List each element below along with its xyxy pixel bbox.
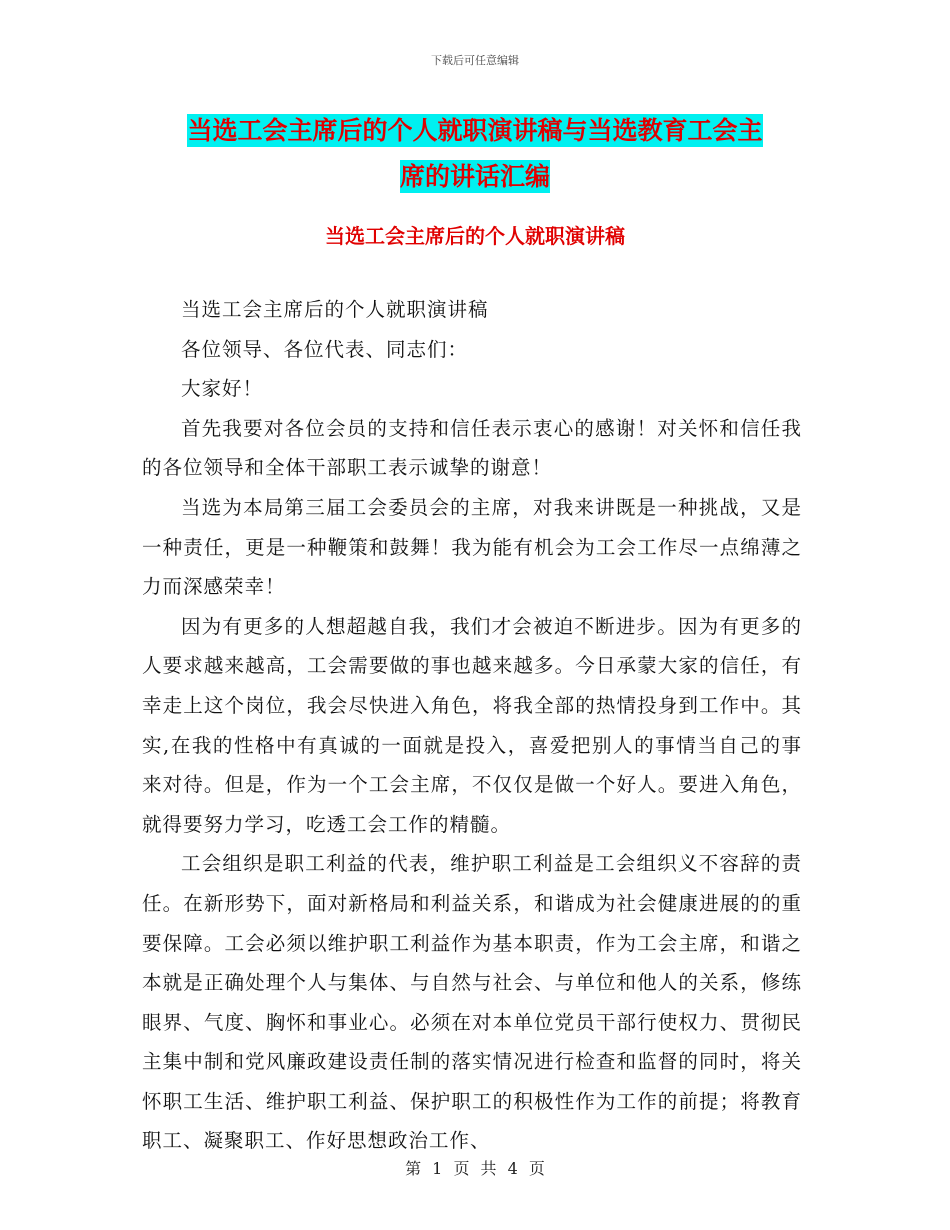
paragraph: 各位领导、各位代表、同志们： (181, 337, 469, 361)
paragraph: 当选工会主席后的个人就职演讲稿 (181, 298, 489, 321)
paragraph: 当选为本局第三届工会委员会的主席，对我来讲既是一种挑战，又是一种责任，更是一种鞭策和鼓舞！我为能有机会为工会工作尽一点绵薄之力而深感荣幸！ (142, 495, 802, 599)
paragraph: 大家好！ (181, 377, 264, 401)
paragraph: 首先我要对各位会员的支持和信任表示衷心的感谢！对关怀和信任我的各位领导和全体干部职工表示诚挚的谢意！ (142, 416, 802, 480)
paragraph: 因为有更多的人想超越自我，我们才会被迫不断进步。因为有更多的人要求越来越高，工会需要做的事也越来越多。今日承蒙大家的信任，有幸走上这个岗位，我会尽快进入角色，将我全部的热情投身到工作中。其实,在我的性格中有真诚的一面就是投入，喜爱把别人的事情当自己的事来对待。但是，作为一个工会主席，不仅仅是做一个好人。要进入角色，就得要努力学习，吃透工会工作的精髓。 (142, 614, 802, 836)
document-body (142, 290, 802, 1161)
page-footer: 第 1 页 共 4 页 (405, 1159, 545, 1178)
document-title-line-2: 席的讲话汇编 (399, 162, 550, 191)
document-title (145, 108, 805, 200)
paragraph: 工会组织是职工利益的代表，维护职工利益是工会组织义不容辞的责任。在新形势下，面对新格局和利益关系，和谐成为社会健康进展的的重要保障。工会必须以维护职工利益作为基本职责，作为工会主席，和谐之本就是正确处理个人与集体、与自然与社会、与单位和他人的关系，修练眼界、气度、胸怀和事业心。必须在对本单位党员干部行使权力、贯彻民主集中制和党风廉政建设责任制的落实情况进行检查和监督的同时，将关怀职工生活、维护职工利益、保护职工的积极性作为工作的前提；将教育职工、凝聚职工、作好思想政治工作、 (142, 852, 802, 1153)
page-header-note: 下载后可任意编辑 (431, 54, 519, 67)
document-title-line-1: 当选工会主席后的个人就职演讲稿与当选教育工会主 (187, 116, 763, 145)
section-title: 当选工会主席后的个人就职演讲稿 (325, 224, 625, 248)
